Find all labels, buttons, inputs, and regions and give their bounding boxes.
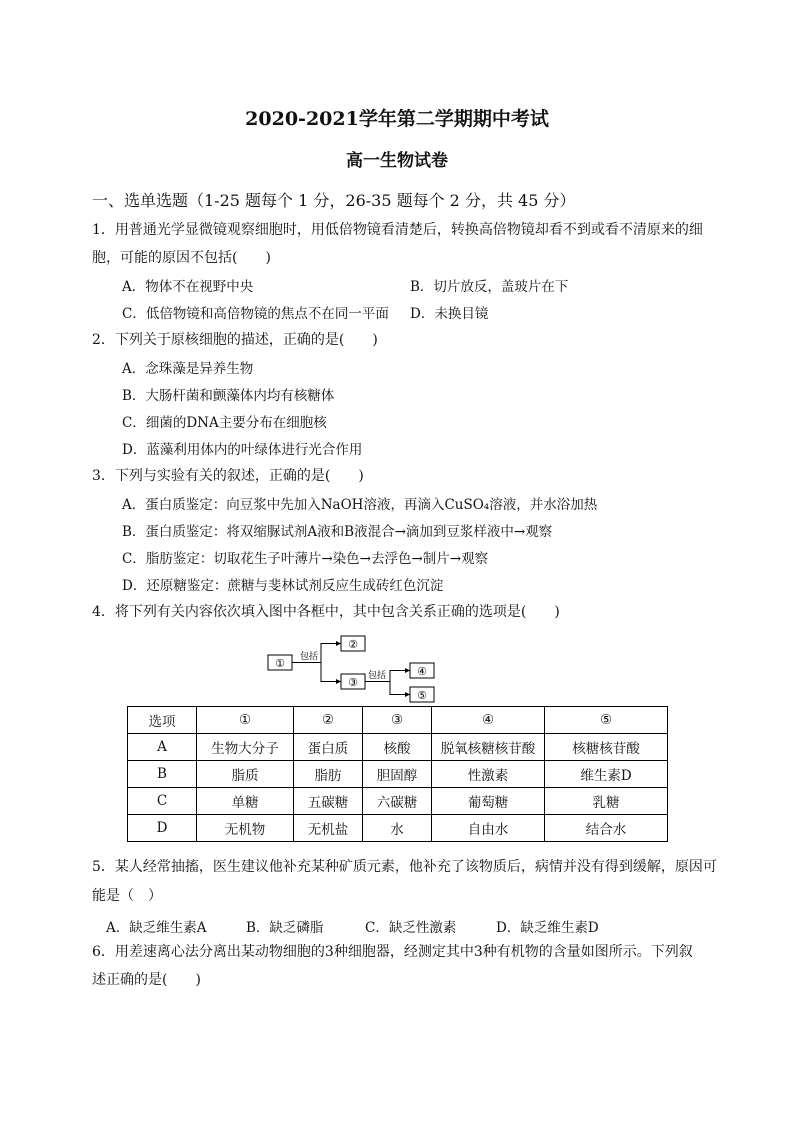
table-cell: 蛋白质 [294, 734, 363, 761]
inclusion-diagram [266, 634, 446, 704]
q2-option-c: C．细菌的DNA主要分布在细胞核 [122, 415, 327, 431]
q4-stem: 4．将下列有关内容依次填入图中各框中，其中包含关系正确的选项是( ) [92, 604, 560, 620]
q5-stem-line2: 能是（ ） [92, 888, 162, 904]
table-cell: 维生素D [545, 761, 668, 788]
table-cell: 自由水 [432, 815, 545, 842]
table-cell: 六碳糖 [363, 788, 432, 815]
q1-option-b: B．切片放反，盖玻片在下 [410, 279, 569, 295]
table-cell: 乳糖 [545, 788, 668, 815]
table-header-cell: ① [197, 707, 294, 734]
q1-stem-line2: 胞，可能的原因不包括( ) [92, 250, 271, 266]
diagram-box-2: ② [348, 638, 358, 651]
table-header-cell: ③ [363, 707, 432, 734]
table-cell: 性激素 [432, 761, 545, 788]
diagram-label-include-2: 包括 [367, 671, 387, 681]
q3-option-d: D．还原糖鉴定：蔗糖与斐林试剂反应生成砖红色沉淀 [122, 578, 444, 594]
table-cell: 脂质 [197, 761, 294, 788]
q2-option-d: D．蓝藻利用体内的叶绿体进行光合作用 [122, 442, 363, 458]
diagram-box-3: ③ [348, 676, 358, 689]
table-header-cell: ⑤ [545, 707, 668, 734]
q4-options-table [127, 706, 668, 842]
section-heading: 一、选单选题（1-25 题每个 1 分，26-35 题每个 2 分，共 45 分） [92, 191, 576, 210]
table-cell: 单糖 [197, 788, 294, 815]
table-cell: 无机盐 [294, 815, 363, 842]
table-row [128, 815, 668, 842]
table-row [128, 734, 668, 761]
exam-subtitle: 高一生物试卷 [346, 151, 448, 171]
q2-stem: 2．下列关于原核细胞的描述，正确的是( ) [92, 332, 378, 348]
q3-stem: 3．下列与实验有关的叙述，正确的是( ) [92, 468, 364, 484]
table-cell: 结合水 [545, 815, 668, 842]
table-cell: 核糖核苷酸 [545, 734, 668, 761]
table-row [128, 761, 668, 788]
diagram-label-include-1: 包括 [299, 652, 319, 662]
table-cell: B [128, 761, 197, 788]
table-cell: 核酸 [363, 734, 432, 761]
q5-option-d: D．缺乏维生素D [496, 920, 599, 936]
q1-option-a: A．物体不在视野中央 [122, 279, 254, 295]
table-cell: 生物大分子 [197, 734, 294, 761]
table-cell: 脂肪 [294, 761, 363, 788]
q2-option-b: B．大肠杆菌和颤藻体内均有核糖体 [122, 388, 335, 404]
q5-stem-line1: 5．某人经常抽搐，医生建议他补充某种矿质元素，他补充了该物质后，病情并没有得到缓解，原因可 [92, 859, 717, 875]
table-cell: 无机物 [197, 815, 294, 842]
table-cell: A [128, 734, 197, 761]
diagram-box-4: ④ [417, 665, 427, 678]
q6-stem-line1: 6．用差速离心法分离出某动物细胞的3种细胞器，经测定其中3种有机物的含量如图所示。下列叙 [92, 944, 693, 960]
table-cell: 五碳糖 [294, 788, 363, 815]
table-cell: 脱氧核糖核苷酸 [432, 734, 545, 761]
q5-option-b: B．缺乏磷脂 [246, 920, 324, 936]
q3-option-b: B．蛋白质鉴定：将双缩脲试剂A液和B液混合→滴加到豆浆样液中→观察 [122, 524, 553, 540]
table-cell: D [128, 815, 197, 842]
q3-option-c: C．脂肪鉴定：切取花生子叶薄片→染色→去浮色→制片→观察 [122, 551, 489, 567]
table-header-cell: ② [294, 707, 363, 734]
q1-option-c: C．低倍物镜和高倍物镜的焦点不在同一平面 [122, 306, 389, 322]
q5-option-c: C．缺乏性激素 [365, 920, 457, 936]
q5-option-a: A．缺乏维生素A [106, 920, 207, 936]
q1-stem-line1: 1．用普通光学显微镜观察细胞时，用低倍物镜看清楚后，转换高倍物镜却看不到或看不清原来的细 [92, 222, 703, 238]
exam-title: 2020-2021学年第二学期期中考试 [245, 108, 549, 130]
q6-stem-line2: 述正确的是( ) [92, 972, 201, 988]
diagram-box-1: ① [275, 657, 285, 670]
table-cell: 胆固醇 [363, 761, 432, 788]
table-header-cell: 选项 [128, 707, 197, 734]
diagram-box-5: ⑤ [417, 689, 427, 702]
table-header-cell: ④ [432, 707, 545, 734]
q1-option-d: D．未换目镜 [410, 306, 489, 322]
q3-option-a: A．蛋白质鉴定：向豆浆中先加入NaOH溶液，再滴入CuSO₄溶液，并水浴加热 [122, 497, 598, 513]
q2-option-a: A．念珠藻是异养生物 [122, 361, 254, 377]
table-cell: 葡萄糖 [432, 788, 545, 815]
table-cell: C [128, 788, 197, 815]
table-row [128, 788, 668, 815]
table-cell: 水 [363, 815, 432, 842]
table-header-row [128, 707, 668, 734]
